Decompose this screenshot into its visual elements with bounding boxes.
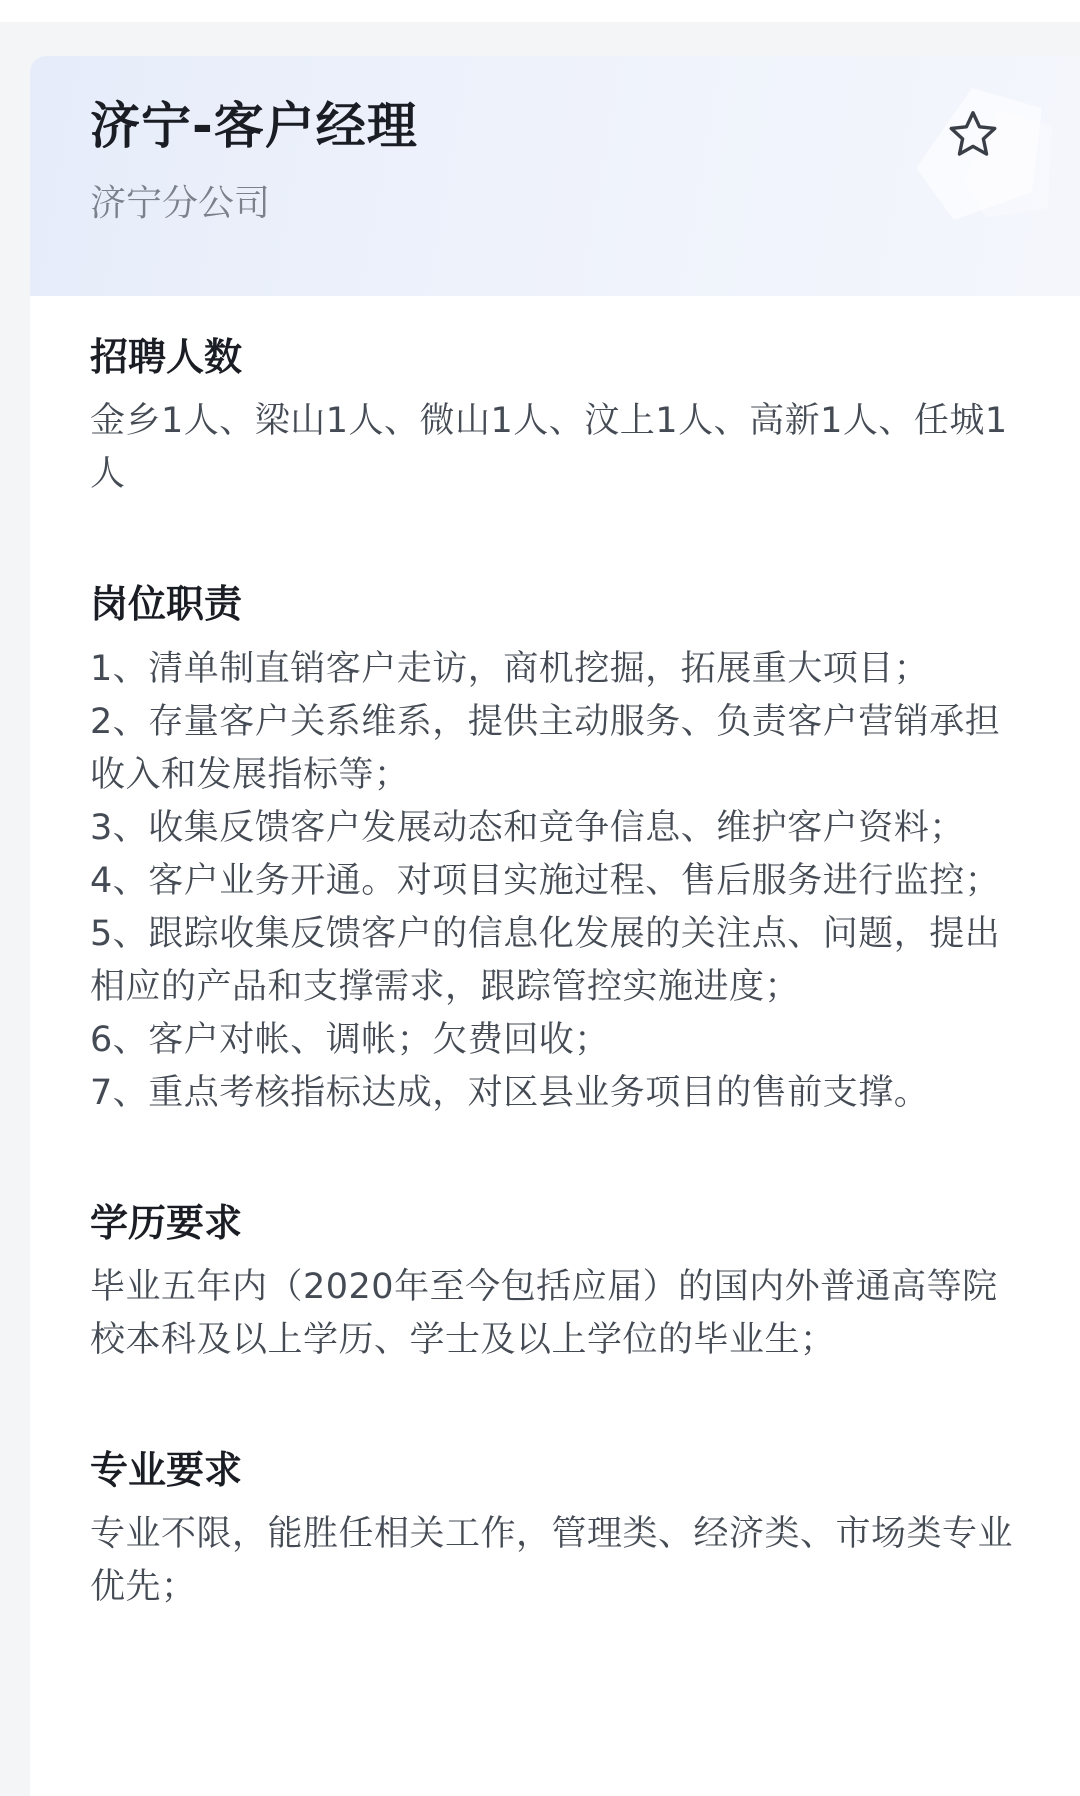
section-text: 金乡1人、梁山1人、微山1人、汶上1人、高新1人、任城1人 <box>90 401 1008 495</box>
duty-item: 6、客户对帐、调帐；欠费回收； <box>90 1019 610 1060</box>
job-header <box>30 56 1080 296</box>
section-education <box>90 1198 1020 1367</box>
duty-item: 5、跟踪收集反馈客户的信息化发展的关注点、问题，提出相应的产品和支撑需求，跟踪管控实施进度； <box>90 913 1001 1007</box>
section-headcount <box>90 332 1020 501</box>
duty-item: 2、存量客户关系维系，提供主动服务、负责客户营销承担收入和发展指标等； <box>90 701 1001 795</box>
company-name: 济宁分公司 <box>90 183 271 224</box>
section-text: 专业不限，能胜任相关工作，管理类、经济类、市场类专业优先； <box>90 1514 1014 1608</box>
section-title: 专业要求 <box>90 1447 243 1492</box>
duty-item: 7、重点考核指标达成，对区县业务项目的售前支撑。 <box>90 1072 930 1113</box>
top-strip <box>0 0 1080 22</box>
section-title: 学历要求 <box>90 1200 243 1245</box>
job-title: 济宁-客户经理 <box>90 97 418 155</box>
section-major <box>90 1445 1020 1614</box>
favorite-button[interactable] <box>940 102 1006 168</box>
star-outline-icon <box>944 106 1002 164</box>
section-text: 毕业五年内（2020年至今包括应届）的国内外普通高等院校本科及以上学历、学士及以上学位的毕业生； <box>90 1266 998 1360</box>
duty-item: 1、清单制直销客户走访，商机挖掘，拓展重大项目； <box>90 648 930 689</box>
duties-list <box>90 643 1020 1120</box>
section-title: 岗位职责 <box>90 582 243 627</box>
duty-item: 3、收集反馈客户发展动态和竞争信息、维护客户资料； <box>90 807 965 848</box>
section-title: 招聘人数 <box>90 335 243 379</box>
section-duties <box>90 579 1020 1119</box>
job-body <box>30 296 1080 1614</box>
job-detail-card <box>30 56 1080 1796</box>
duty-item: 4、客户业务开通。对项目实施过程、售后服务进行监控； <box>90 860 1001 901</box>
